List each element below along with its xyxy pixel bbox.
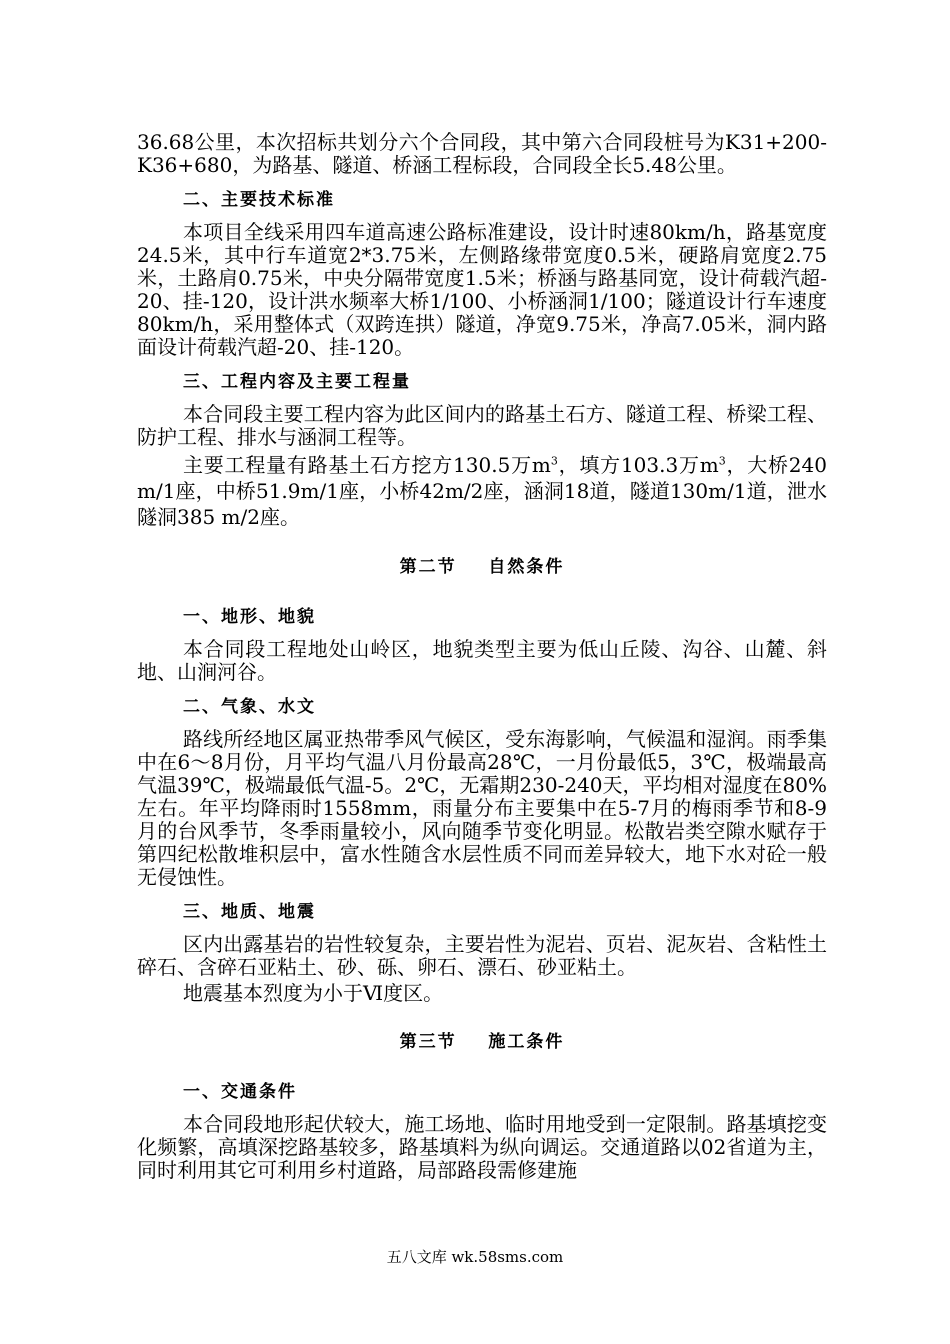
work-content-heading: 三、工程内容及主要工程量 — [183, 372, 411, 392]
traffic-paragraph: 本合同段地形起伏较大，施工场地、临时用地受到一定限制。路基填挖变化频繁，高填深挖路基较多，路基填料为纵向调运。交通道路以02省道为主，同时利用其它可利用乡村道路，局部路段需修建施 — [137, 1112, 827, 1182]
geology-heading: 三、地质、地震 — [183, 902, 316, 922]
cubic-superscript: 3 — [550, 454, 558, 468]
section-2-title: 第二节 自然条件 — [399, 557, 565, 577]
earthquake-paragraph: 地震基本烈度为小于Ⅵ度区。 — [183, 981, 444, 1005]
page-footer: 五八文库 wk.58sms.com — [386, 1248, 564, 1266]
document-body — [137, 131, 827, 1185]
work-quantity-text-b: ，填方103.3万m — [557, 453, 719, 477]
tech-standards-heading: 二、主要技术标准 — [183, 190, 335, 210]
work-quantity-text-c: ，大桥240m/1座，中桥51.9m/1座，小桥42m/2座，涵洞18道，隧道130m/1道，泄水隧洞385 m/2座。 — [137, 453, 827, 529]
geology-paragraph: 区内出露基岩的岩性较复杂，主要岩性为泥岩、页岩、泥灰岩、含粘性土碎石、含碎石亚粘土、砂、砾、卵石、漂石、砂亚粘土。 — [137, 932, 827, 979]
work-content-paragraph: 本合同段主要工程内容为此区间内的路基土石方、隧道工程、桥梁工程、防护工程、排水与涵洞工程等。 — [137, 402, 827, 449]
work-quantity-text-a: 主要工程量有路基土石方挖方130.5万m — [183, 453, 551, 477]
work-quantity-paragraph — [137, 452, 827, 530]
cubic-superscript: 3 — [718, 454, 726, 468]
tech-standards-paragraph: 本项目全线采用四车道高速公路标准建设，设计时速80km/h，路基宽度24.5米，其中行车道宽2*3.75米，左侧路缘带宽度0.5米，硬路肩宽度2.75米，土路肩0.75米，中央分隔带宽度1.5米；桥涵与路基同宽，设计荷载汽超-20、挂-120，设计洪水频率大桥1/100、小桥涵洞1/100；隧道设计行车速度80km/h，采用整体式（双跨连拱）隧道，净宽9.75米，净高7.05米，洞内路面设计荷载汽超-20、挂-120。 — [137, 220, 827, 359]
traffic-heading: 一、交通条件 — [183, 1082, 297, 1102]
section-3-title: 第三节 施工条件 — [399, 1032, 565, 1052]
terrain-paragraph: 本合同段工程地处山岭区，地貌类型主要为低山丘陵、沟谷、山麓、斜地、山涧河谷。 — [137, 637, 827, 684]
climate-paragraph: 路线所经地区属亚热带季风气候区，受东海影响，气候温和湿润。雨季集中在6～8月份，月平均气温八月份最高28℃，一月份最低5，3℃，极端最高气温39℃，极端最低气温-5。2℃，无霜期230-240天，平均相对湿度在80%左右。年平均降雨时1558mm，雨量分布主要集中在5-7月的梅雨季节和8-9月的台风季节，冬季雨量较小，风向随季节变化明显。松散岩类空隙水赋存于第四纪松散堆积层中，富水性随含水层性质不同而差异较大，地下水对砼一般无侵蚀性。 — [137, 727, 827, 889]
climate-heading: 二、气象、水文 — [183, 697, 316, 717]
terrain-heading: 一、地形、地貌 — [183, 607, 316, 627]
continuation-paragraph: 36.68公里，本次招标共划分六个合同段，其中第六合同段桩号为K31+200-K36+680，为路基、隧道、桥涵工程标段，合同段全长5.48公里。 — [137, 130, 827, 177]
